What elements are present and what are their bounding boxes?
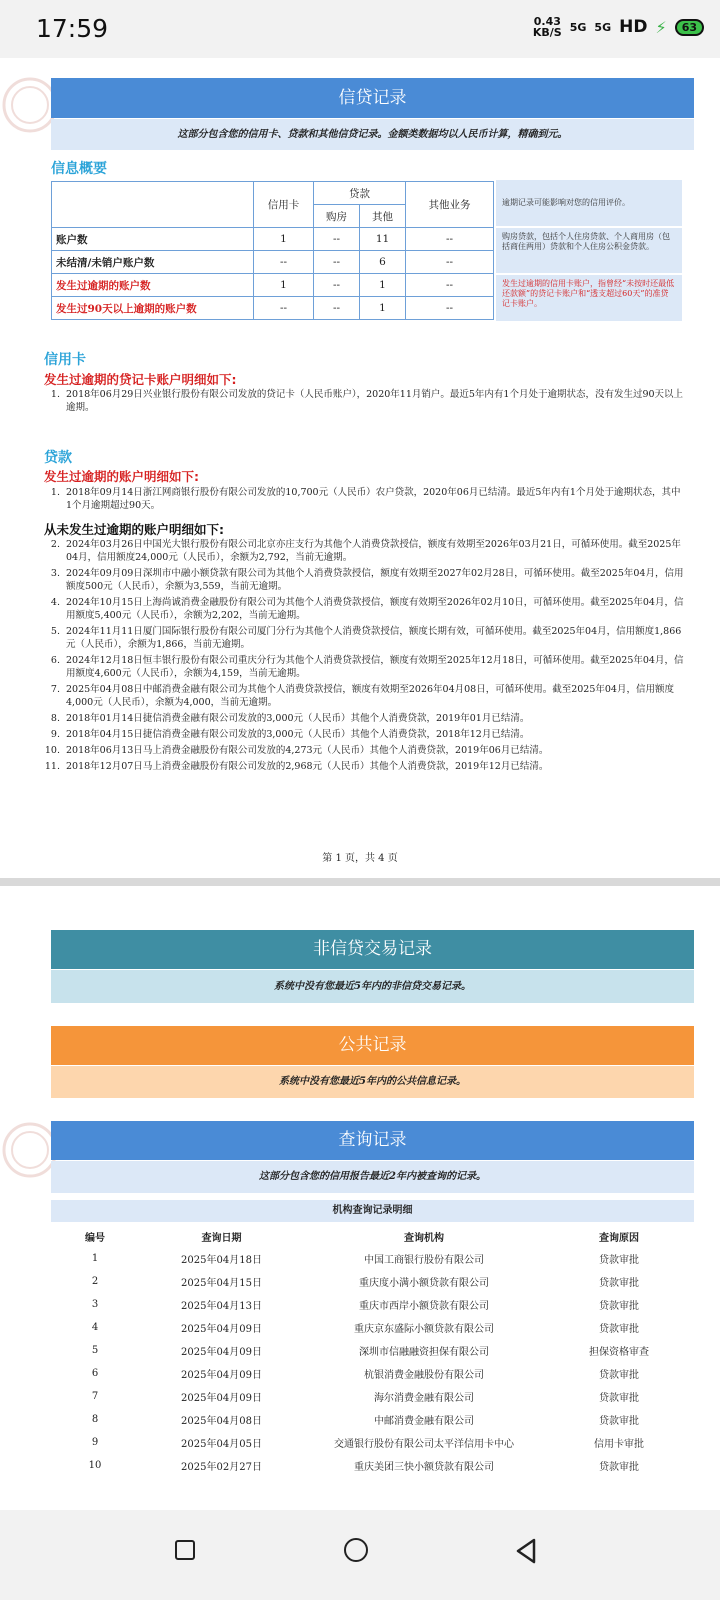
summary-title: 信息概要 bbox=[51, 161, 107, 177]
col-number: 编号 bbox=[85, 1232, 105, 1244]
table-cell: 2025年04月13日 bbox=[181, 1301, 262, 1312]
list-item bbox=[44, 538, 684, 564]
table-cell: 2025年04月05日 bbox=[181, 1439, 262, 1450]
summary-cell: -- bbox=[254, 297, 314, 320]
table-cell: 贷款审批 bbox=[599, 1370, 639, 1381]
list-item-number: 4. bbox=[50, 597, 60, 608]
table-cell: 贷款审批 bbox=[599, 1416, 639, 1427]
list-item-number: 5. bbox=[50, 626, 60, 637]
battery-icon: 63 bbox=[675, 19, 704, 36]
table-cell: 贷款审批 bbox=[599, 1278, 639, 1289]
hd-icon: HD bbox=[619, 17, 648, 37]
summary-cell: 1 bbox=[360, 274, 406, 297]
query-table bbox=[51, 1225, 694, 1477]
query-subtitle: 这部分包含您的信用报告最近2年内被查询的记录。 bbox=[51, 1161, 694, 1193]
summary-cell: -- bbox=[314, 297, 360, 320]
list-item-number: 2. bbox=[50, 539, 60, 550]
note-3: 发生过逾期的信用卡账户，指曾经“未按时还最低还款额”的贷记卡账户和“透支超过60天”的准贷记卡账户。 bbox=[496, 275, 682, 321]
list-item-number: 9. bbox=[50, 729, 60, 740]
list-item bbox=[44, 683, 684, 709]
table-cell: 6 bbox=[91, 1368, 99, 1379]
table-cell: 贷款审批 bbox=[599, 1301, 639, 1312]
credit-card-title: 信用卡 bbox=[44, 352, 86, 368]
table-cell: 2025年04月15日 bbox=[181, 1278, 262, 1289]
list-item-number: 3. bbox=[50, 568, 60, 579]
home-button[interactable] bbox=[344, 1538, 368, 1562]
note-1: 逾期记录可能影响对您的信用评价。 bbox=[496, 180, 682, 226]
credit-card-list bbox=[44, 388, 684, 417]
signal-icon: 5G bbox=[569, 20, 587, 34]
list-item bbox=[44, 596, 684, 622]
table-cell: 杭银消费金融股份有限公司 bbox=[364, 1370, 484, 1381]
table-cell: 2025年04月09日 bbox=[181, 1370, 262, 1381]
table-cell: 9 bbox=[91, 1437, 99, 1448]
table-cell: 2025年04月09日 bbox=[181, 1347, 262, 1358]
summary-cell: -- bbox=[406, 274, 494, 297]
list-item bbox=[44, 744, 684, 757]
navigation-bar bbox=[0, 1510, 720, 1600]
summary-table bbox=[51, 181, 494, 320]
table-cell: 2025年02月27日 bbox=[181, 1462, 262, 1473]
list-item-number: 8. bbox=[50, 713, 60, 724]
loan-title: 贷款 bbox=[44, 450, 72, 466]
table-cell: 3 bbox=[91, 1299, 99, 1310]
table-row bbox=[51, 1385, 694, 1408]
public-header: 公共记录 bbox=[51, 1026, 694, 1065]
table-cell: 贷款审批 bbox=[599, 1324, 639, 1335]
table-cell: 贷款审批 bbox=[599, 1462, 639, 1473]
list-item-text: 2018年12月07日马上消费金融股份有限公司发放的2,968元（人民币）其他个人消费贷款，2019年12月已结清。 bbox=[66, 761, 549, 772]
list-item bbox=[44, 712, 684, 725]
summary-row-label: 未结清/未销户账户数 bbox=[52, 251, 254, 274]
table-cell: 贷款审批 bbox=[599, 1255, 639, 1266]
summary-row bbox=[52, 228, 494, 251]
signal-icon-2: 5G bbox=[594, 20, 612, 34]
table-cell: 海尔消费金融有限公司 bbox=[374, 1393, 474, 1404]
table-row bbox=[51, 1408, 694, 1431]
table-cell: 交通银行股份有限公司太平洋信用卡中心 bbox=[334, 1439, 514, 1450]
table-cell: 2025年04月09日 bbox=[181, 1393, 262, 1404]
col-date: 查询日期 bbox=[201, 1232, 242, 1244]
summary-row bbox=[52, 251, 494, 274]
non-credit-header: 非信贷交易记录 bbox=[51, 930, 694, 969]
table-row bbox=[51, 1362, 694, 1385]
summary-cell: -- bbox=[254, 251, 314, 274]
loan-normal-list bbox=[44, 538, 684, 776]
query-header: 查询记录 bbox=[51, 1121, 694, 1160]
summary-notes bbox=[496, 180, 682, 323]
list-item bbox=[44, 567, 684, 593]
table-cell: 担保资格审查 bbox=[589, 1347, 649, 1358]
list-item bbox=[44, 654, 684, 680]
non-credit-subtitle: 系统中没有您最近5年内的非信贷交易记录。 bbox=[51, 970, 694, 1003]
summary-cell: -- bbox=[314, 228, 360, 251]
summary-row-label: 发生过90天以上逾期的账户数 bbox=[52, 297, 254, 320]
list-item-number: 1. bbox=[50, 487, 60, 498]
table-cell: 10 bbox=[88, 1460, 102, 1471]
table-cell: 5 bbox=[91, 1345, 99, 1356]
table-cell: 贷款审批 bbox=[599, 1393, 639, 1404]
table-cell: 2025年04月18日 bbox=[181, 1255, 262, 1266]
note-2: 购房贷款，包括个人住房贷款、个人商用房（包括商住两用）贷款和个人住房公积金贷款。 bbox=[496, 228, 682, 273]
table-row bbox=[51, 1454, 694, 1477]
table-cell: 深圳市信融融资担保有限公司 bbox=[359, 1347, 489, 1358]
list-item-text: 2024年11月11日厦门国际银行股份有限公司厦门分行为其他个人消费贷款授信，额度长期有效，可循环使用。截至2025年04月，信用额度1,866元（人民币），余额为1,866，当前无逾期。 bbox=[66, 626, 682, 650]
charging-icon: ⚡ bbox=[655, 17, 667, 37]
list-item bbox=[44, 760, 684, 773]
list-item bbox=[44, 388, 684, 414]
list-item-text: 2025年04月08日中邮消费金融有限公司为其他个人消费贷款授信，额度有效期至2026年04月08日，可循环使用。截至2025年04月，信用额度4,000元（人民币），余额为4,000，当前无逾期。 bbox=[66, 684, 674, 708]
table-cell: 中国工商银行股份有限公司 bbox=[364, 1255, 484, 1266]
header-credit-card: 信用卡 bbox=[254, 182, 314, 228]
header-loan: 贷款 bbox=[314, 182, 406, 205]
table-row bbox=[51, 1270, 694, 1293]
page-number: 第 1 页，共 4 页 bbox=[322, 853, 398, 864]
summary-cell: -- bbox=[314, 274, 360, 297]
credit-records-subtitle: 这部分包含您的信用卡、贷款和其他信贷记录。金额类数据均以人民币计算，精确到元。 bbox=[51, 119, 694, 150]
recent-apps-button[interactable] bbox=[175, 1540, 195, 1560]
col-institution: 查询机构 bbox=[404, 1232, 444, 1244]
table-cell: 中邮消费金融有限公司 bbox=[374, 1416, 474, 1427]
list-item-number: 11. bbox=[44, 761, 60, 772]
summary-cell: -- bbox=[406, 251, 494, 274]
summary-row-label: 发生过逾期的账户数 bbox=[52, 274, 254, 297]
credit-card-overdue-title: 发生过逾期的贷记卡账户明细如下: bbox=[44, 372, 237, 387]
list-item-number: 10. bbox=[44, 745, 60, 756]
list-item bbox=[44, 728, 684, 741]
credit-records-header: 信贷记录 bbox=[51, 78, 694, 118]
list-item-text: 2024年09月09日深圳市中融小额贷款有限公司为其他个人消费贷款授信，额度有效期至2027年02月28日，可循环使用。截至2025年04月，信用额度500元（人民币），余额为3,559，当前无逾期。 bbox=[66, 568, 684, 592]
summary-row bbox=[52, 297, 494, 320]
col-reason: 查询原因 bbox=[599, 1232, 639, 1244]
loan-normal-title: 从未发生过逾期的账户明细如下: bbox=[44, 522, 224, 537]
clock: 17:59 bbox=[36, 14, 109, 43]
network-speed: 0.43 KB/S bbox=[532, 15, 562, 39]
list-item-number: 6. bbox=[50, 655, 60, 666]
summary-row bbox=[52, 274, 494, 297]
list-item-text: 2018年01月14日捷信消费金融有限公司发放的3,000元（人民币）其他个人消费贷款，2019年01月已结清。 bbox=[66, 713, 530, 724]
loan-overdue-title: 发生过逾期的账户明细如下: bbox=[44, 469, 199, 484]
table-cell: 重庆京东盛际小额贷款有限公司 bbox=[354, 1324, 494, 1335]
page-divider bbox=[0, 878, 720, 886]
header-other: 其他 bbox=[360, 205, 406, 228]
list-item-text: 2024年03月26日中国光大银行股份有限公司北京亦庄支行为其他个人消费贷款授信，额度有效期至2026年03月21日，可循环使用。截至2025年04月，信用额度24,000元（人民币），余额为2,792，当前无逾期。 bbox=[66, 539, 681, 563]
table-cell: 1 bbox=[91, 1253, 99, 1264]
header-house: 购房 bbox=[314, 205, 360, 228]
table-row bbox=[51, 1316, 694, 1339]
status-bar bbox=[0, 0, 720, 58]
back-button[interactable] bbox=[514, 1538, 538, 1564]
list-item-number: 1. bbox=[50, 389, 60, 400]
table-row bbox=[51, 1339, 694, 1362]
table-cell: 重庆市西岸小额贷款有限公司 bbox=[359, 1301, 489, 1312]
table-cell: 重庆美团三快小额贷款有限公司 bbox=[354, 1462, 494, 1473]
table-cell: 2025年04月09日 bbox=[181, 1324, 262, 1335]
summary-cell: -- bbox=[406, 297, 494, 320]
table-row bbox=[51, 1431, 694, 1454]
summary-cell: 1 bbox=[360, 297, 406, 320]
list-item-text: 2018年09月14日浙江网商银行股份有限公司发放的10,700元（人民币）农户贷款，2020年06月已结清。最近5年内有1个月处于逾期状态，其中1个月逾期超过90天。 bbox=[66, 487, 681, 511]
list-item-text: 2018年06月13日马上消费金融股份有限公司发放的4,273元（人民币）其他个人消费贷款，2019年06月已结清。 bbox=[66, 745, 549, 756]
summary-cell: 11 bbox=[360, 228, 406, 251]
summary-cell: 1 bbox=[254, 228, 314, 251]
list-item-text: 2024年10月15日上海尚诚消费金融股份有限公司为其他个人消费贷款授信，额度有效期至2026年02月10日，可循环使用。截至2025年04月，信用额度5,400元（人民币），余额为2,202，当前无逾期。 bbox=[66, 597, 684, 621]
list-item-number: 7. bbox=[50, 684, 60, 695]
table-cell: 重庆度小满小额贷款有限公司 bbox=[359, 1278, 489, 1289]
table-cell: 4 bbox=[91, 1322, 99, 1333]
loan-overdue-list bbox=[44, 486, 684, 515]
list-item-text: 2024年12月18日恒丰银行股份有限公司重庆分行为其他个人消费贷款授信，额度有效期至2025年12月18日，可循环使用。截至2025年04月，信用额度4,600元（人民币），余额为4,159，当前无逾期。 bbox=[66, 655, 684, 679]
summary-cell: 1 bbox=[254, 274, 314, 297]
public-subtitle: 系统中没有您最近5年内的公共信息记录。 bbox=[51, 1066, 694, 1098]
summary-cell: -- bbox=[406, 228, 494, 251]
list-item-text: 2018年06月29日兴业银行股份有限公司发放的贷记卡（人民币账户），2020年11月销户。最近5年内有1个月处于逾期状态，没有发生过90天以上逾期。 bbox=[66, 389, 684, 413]
table-row bbox=[51, 1247, 694, 1270]
table-cell: 8 bbox=[91, 1414, 99, 1425]
table-cell: 7 bbox=[91, 1391, 99, 1402]
table-cell: 2025年04月08日 bbox=[181, 1416, 262, 1427]
table-cell: 2 bbox=[91, 1276, 99, 1287]
header-other-business: 其他业务 bbox=[406, 182, 494, 228]
summary-cell: 6 bbox=[360, 251, 406, 274]
table-row bbox=[51, 1293, 694, 1316]
summary-row-label: 账户数 bbox=[52, 228, 254, 251]
list-item bbox=[44, 625, 684, 651]
list-item-text: 2018年04月15日捷信消费金融有限公司发放的3,000元（人民币）其他个人消费贷款，2018年12月已结清。 bbox=[66, 729, 530, 740]
table-cell: 信用卡审批 bbox=[594, 1439, 644, 1450]
query-table-title: 机构查询记录明细 bbox=[51, 1200, 694, 1222]
list-item bbox=[44, 486, 684, 512]
summary-cell: -- bbox=[314, 251, 360, 274]
